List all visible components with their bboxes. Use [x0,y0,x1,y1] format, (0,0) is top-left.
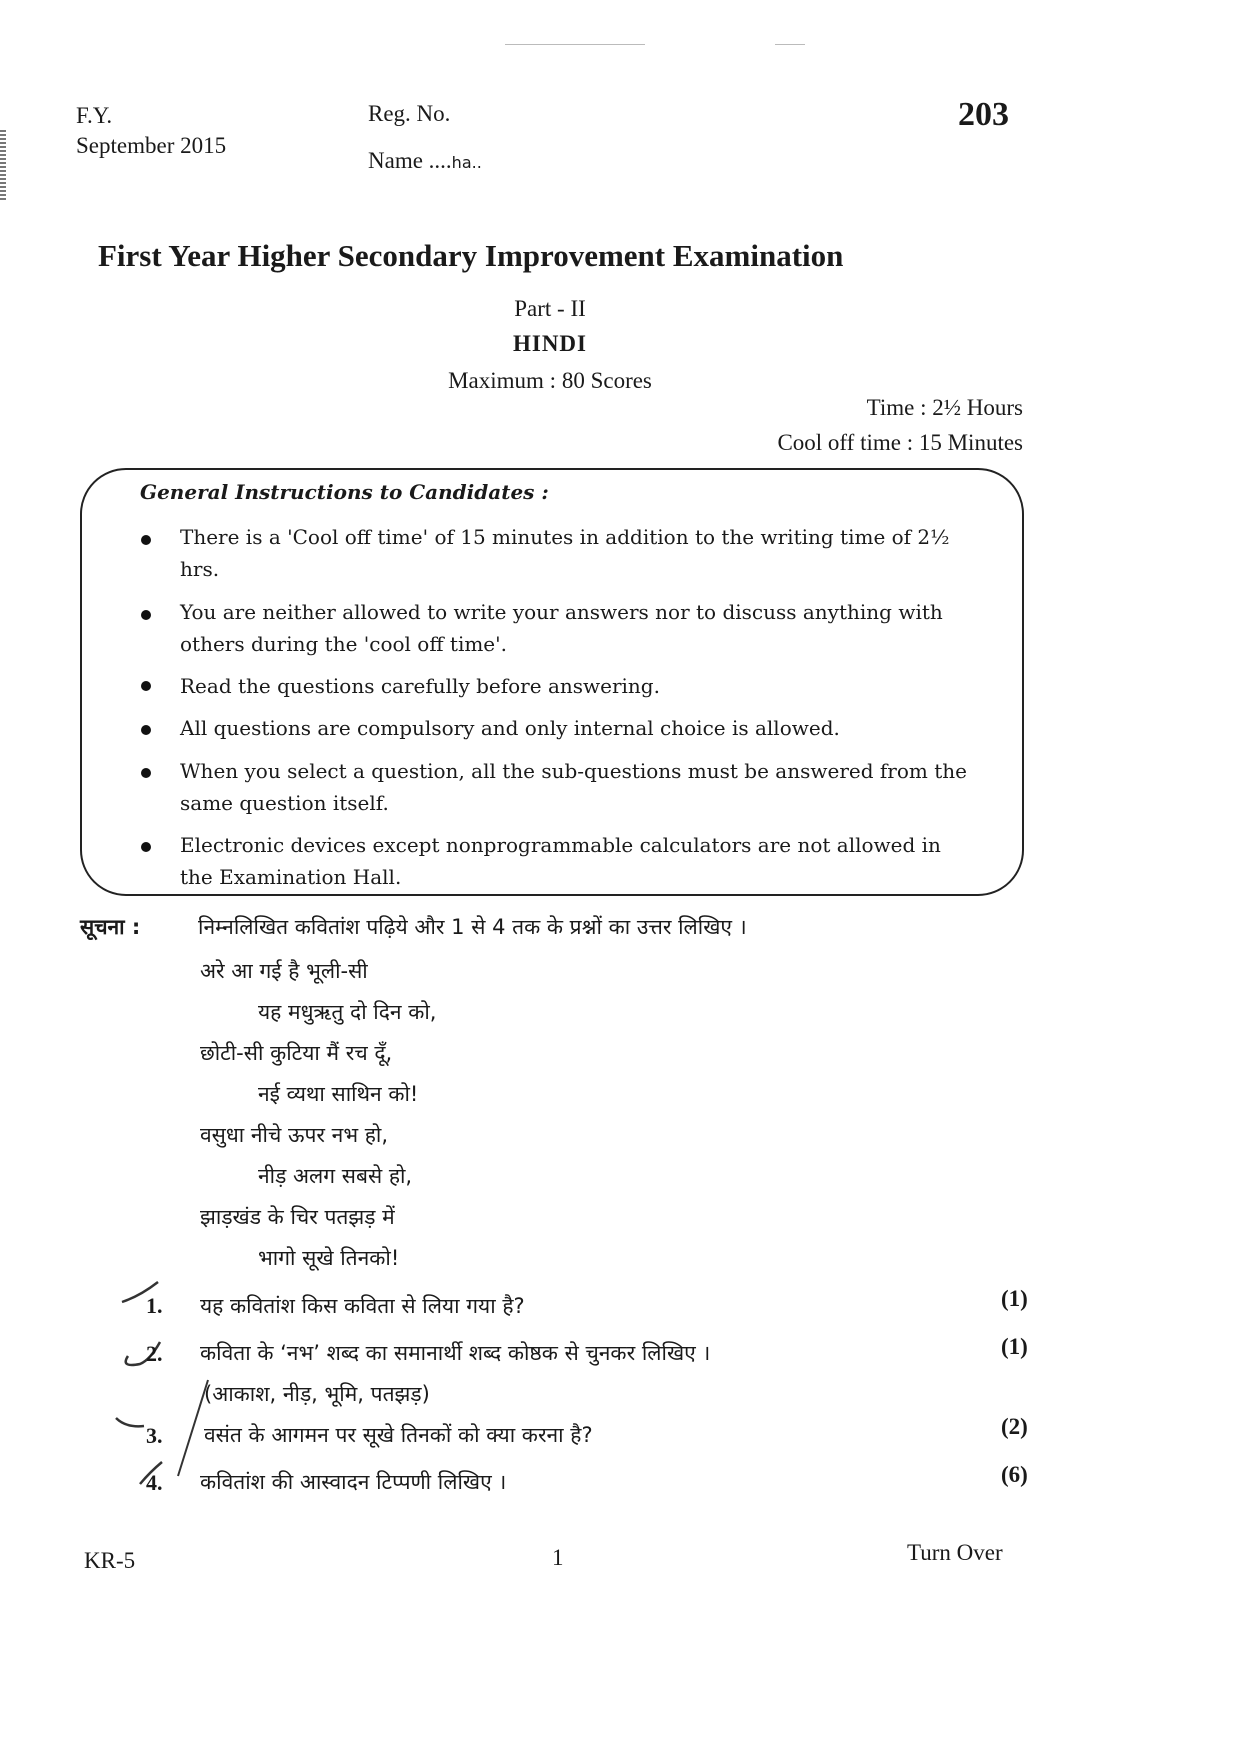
instructions-heading: General Instructions to Candidates : [140,480,549,504]
page-number: 1 [552,1545,564,1570]
turn-over: Turn Over [907,1540,1003,1565]
bullet-icon [141,610,151,620]
instruction-item: When you select a question, all the sub-questions must be answered from the same question itself. [180,759,967,815]
instruction-item: Read the questions carefully before answering. [180,674,660,698]
instruction-item: All questions are compulsory and only internal choice is allowed. [180,716,840,740]
question-number: 2. [146,1341,163,1366]
question-text: कविता के ‘नभ’ शब्द का समानार्थी शब्द कोष्ठक से चुनकर लिखिए । [200,1341,711,1365]
instruction-item: You are neither allowed to write your answers nor to discuss anything with others during the 'cool off time'. [180,600,943,656]
subject-label: HINDI [512,331,587,356]
time-limit: Time : 2½ Hours [866,395,1023,420]
question-text: वसंत के आगमन पर सूखे तिनकों को क्या करना है? [204,1423,593,1447]
question-text: यह कवितांश किस कविता से लिया गया है? [200,1294,525,1318]
class-label: F.Y. [76,103,113,128]
bullet-icon [141,681,151,691]
name-label [368,148,482,174]
instruction-item: Electronic devices except nonprogrammable calculators are not allowed in the Examination Hall. [180,833,941,889]
name-handwritten-mark: ha.. [451,153,482,172]
scan-dash [505,44,645,45]
poem-line: झाड़खंड के चिर पतझड़ में [200,1205,395,1229]
question-number: 4. [146,1470,163,1495]
question-text: कवितांश की आस्वादन टिप्पणी लिखिए । [200,1470,507,1494]
poem-line: नई व्यथा साथिन को! [258,1082,419,1106]
poem-line: छोटी-सी कुटिया मैं रच दूँ, [200,1041,393,1065]
poem-line: अरे आ गई है भूली-सी [200,959,368,983]
poem-line: भागो सूखे तिनको! [258,1246,400,1270]
name-label-text: Name .... [368,148,452,173]
bullet-icon [141,725,151,735]
scan-edge-mark [0,130,6,200]
footer-code: KR-5 [84,1548,136,1573]
question-score: (1) [1001,1286,1028,1311]
paper-code: 203 [958,96,1009,133]
notice-label: सूचना : [80,915,141,939]
cool-off-time: Cool off time : 15 Minutes [777,430,1023,455]
question-score: (2) [1001,1414,1028,1439]
question-options: (आकाश, नीड़, भूमि, पतझड़) [204,1382,430,1406]
question-score: (1) [1001,1334,1028,1359]
bullet-icon [141,535,151,545]
scan-dash [775,44,805,45]
question-score: (6) [1001,1462,1028,1487]
question-number: 1. [146,1293,163,1318]
exam-session: September 2015 [76,133,227,158]
poem-line: वसुधा नीचे ऊपर नभ हो, [200,1123,389,1147]
part-label: Part - II [514,296,586,321]
notice-text: निम्नलिखित कवितांश पढ़िये और 1 से 4 तक के प्रश्नों का उत्तर लिखिए । [198,915,747,939]
exam-title: First Year Higher Secondary Improvement Examination [98,238,844,273]
instruction-item: There is a 'Cool off time' of 15 minutes in addition to the writing time of 2½ hrs. [180,525,950,581]
bullet-icon [141,768,151,778]
poem-line: यह मधुऋतु दो दिन को, [258,1000,437,1024]
reg-no-label: Reg. No. [368,101,451,126]
max-score: Maximum : 80 Scores [448,368,652,393]
bullet-icon [141,842,151,852]
poem-line: नीड़ अलग सबसे हो, [258,1164,413,1188]
question-number: 3. [146,1423,163,1448]
